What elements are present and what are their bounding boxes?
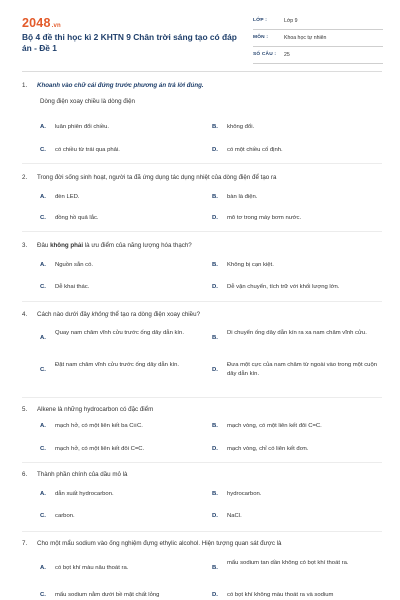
- option-letter: D.: [212, 446, 218, 452]
- question-text-part: Đâu: [37, 242, 51, 249]
- option-letter: A.: [40, 423, 46, 429]
- logo-text: 2048: [22, 16, 51, 30]
- option-letter: C.: [40, 367, 46, 373]
- option-text: Đưa một cực của nam châm từ ngoài vào trong một cuộn dây dẫn kín.: [227, 362, 378, 377]
- option-text: không đổi.: [227, 124, 255, 130]
- option-text: có bọt khí màu nâu thoát ra.: [55, 565, 129, 571]
- question-text-part: thể tạo ra dòng điện xoay chiều?: [108, 311, 201, 318]
- question-text: [37, 241, 382, 250]
- site-logo[interactable]: [22, 16, 61, 30]
- question-text: Trong đời sống sinh hoạt, người ta đã ứng dụng tác dụng nhiệt của dòng điện để tạo ra: [37, 174, 277, 181]
- option-letter: A.: [40, 565, 46, 571]
- option-letter: C.: [40, 513, 46, 519]
- option-text: mạch hở, có một liên kết ba C≡C.: [55, 423, 143, 429]
- question-text-emphasis: không phải: [50, 242, 84, 249]
- option-text: NaCl.: [227, 513, 242, 519]
- option-letter: C.: [40, 446, 46, 452]
- meta-label: MÔN :: [253, 35, 269, 40]
- option-letter: C.: [40, 592, 46, 598]
- option-letter: A.: [40, 335, 46, 341]
- question-number: 6.: [22, 471, 28, 478]
- question-number: 7.: [22, 540, 28, 547]
- option-letter: B.: [212, 565, 218, 571]
- question-number: 4.: [22, 311, 28, 318]
- option-text: hydrocarbon.: [227, 491, 262, 497]
- option-letter: A.: [40, 262, 46, 268]
- option-text: có chiều từ trái qua phải.: [55, 147, 120, 153]
- question-text-part: là ưu điểm của năng lượng hóa thạch?: [83, 242, 192, 249]
- option-letter: C.: [40, 215, 46, 221]
- option-text: dẫn xuất hydrocarbon.: [55, 491, 114, 497]
- option-text: mạch hở, có một liên kết đôi C=C.: [55, 446, 145, 452]
- option-text: đồng hồ quả lắc.: [55, 215, 99, 221]
- meta-label: LỚP :: [253, 18, 268, 23]
- option-text: Di chuyển ống dây dẫn kín ra xa nam châm vĩnh cửu.: [227, 330, 367, 336]
- option-letter: D.: [212, 215, 218, 221]
- question-text: Cho một mẩu sodium vào ống nghiệm đựng ethylic alcohol. Hiện tượng quan sát được là: [37, 540, 282, 547]
- option-letter: D.: [212, 147, 218, 153]
- exam-meta-panel: [253, 15, 383, 66]
- question-separator: [22, 231, 382, 232]
- option-letter: B.: [212, 262, 218, 268]
- question-number: 3.: [22, 242, 28, 249]
- question-number: 1.: [22, 82, 28, 89]
- question-separator: [22, 462, 382, 463]
- option-letter: A.: [40, 194, 46, 200]
- question-text-emphasis: không: [91, 311, 109, 318]
- document-title: Bộ 4 đề thi học kì 2 KHTN 9 Chân trời sáng tạo có đáp án - Đề 1: [22, 32, 237, 53]
- option-letter: B.: [212, 335, 218, 341]
- option-text: có một chiều cố định.: [227, 147, 283, 153]
- meta-row-question-count: [253, 49, 383, 64]
- question-number: 2.: [22, 174, 28, 181]
- option-letter: B.: [212, 423, 218, 429]
- option-text: luân phiên đổi chiều.: [55, 124, 110, 130]
- question-instruction: Khoanh vào chữ cái đứng trước phương án trả lời đúng.: [37, 82, 204, 89]
- logo-suffix: .vn: [51, 23, 61, 29]
- option-letter: B.: [212, 124, 218, 130]
- question-number: 5.: [22, 406, 28, 413]
- option-letter: D.: [212, 592, 218, 598]
- meta-value: Khoa học tự nhiên: [284, 35, 327, 41]
- question-separator: [22, 301, 382, 302]
- option-letter: A.: [40, 124, 46, 130]
- option-text: mẩu sodium tan dần không có bọt khí thoát ra.: [227, 560, 349, 566]
- option-letter: B.: [212, 194, 218, 200]
- meta-value: 25: [284, 52, 290, 58]
- option-letter: A.: [40, 491, 46, 497]
- question-separator: [22, 531, 382, 532]
- question-text: Thành phần chính của dầu mỏ là: [37, 471, 128, 478]
- option-letter: D.: [212, 284, 218, 290]
- option-text: có bọt khí không màu thoát ra và sodium: [227, 592, 334, 598]
- question-text: [37, 310, 382, 319]
- option-letter: B.: [212, 491, 218, 497]
- question-stem: Dòng điện xoay chiều là dòng điện: [40, 98, 135, 105]
- option-text: mô tơ trong máy bơm nước.: [227, 215, 302, 221]
- header-divider: [22, 71, 382, 72]
- option-text: carbon.: [55, 513, 75, 519]
- option-text: mẩu sodium nằm dưới bề mặt chất lỏng: [55, 592, 160, 598]
- option-text: Nguồn sẵn có.: [55, 262, 93, 268]
- document-header: [0, 0, 400, 64]
- option-letter: D.: [212, 367, 218, 373]
- option-text: Dễ khai thác.: [55, 284, 90, 290]
- meta-label: SỐ CÂU :: [253, 52, 277, 57]
- option-text: Quay nam châm vĩnh cửu trước ống dây dẫn kín.: [55, 330, 184, 336]
- option-text: Không bị cạn kiệt.: [227, 262, 274, 268]
- option-text: đèn LED.: [55, 194, 80, 200]
- question-text-part: Cách nào dưới đây: [37, 311, 92, 318]
- option-text: bàn là điện.: [227, 194, 258, 200]
- option-text: Dễ vận chuyển, tích trữ với khối lượng lớn.: [227, 284, 340, 290]
- option-letter: D.: [212, 513, 218, 519]
- question-separator: [22, 397, 382, 398]
- option-text: mạch vòng, chỉ có liên kết đơn.: [227, 446, 309, 452]
- option-letter: C.: [40, 284, 46, 290]
- question-separator: [22, 163, 382, 164]
- option-letter: C.: [40, 147, 46, 153]
- meta-row-class: [253, 15, 383, 30]
- question-text: Alkene là những hydrocarbon có đặc điểm: [37, 406, 154, 413]
- meta-row-subject: [253, 32, 383, 47]
- option-text: mạch vòng, có một liên kết đôi C=C.: [227, 423, 322, 429]
- option-text: Đặt nam châm vĩnh cửu trước ống dây dẫn kín.: [55, 362, 180, 368]
- meta-value: Lớp 9: [284, 18, 298, 24]
